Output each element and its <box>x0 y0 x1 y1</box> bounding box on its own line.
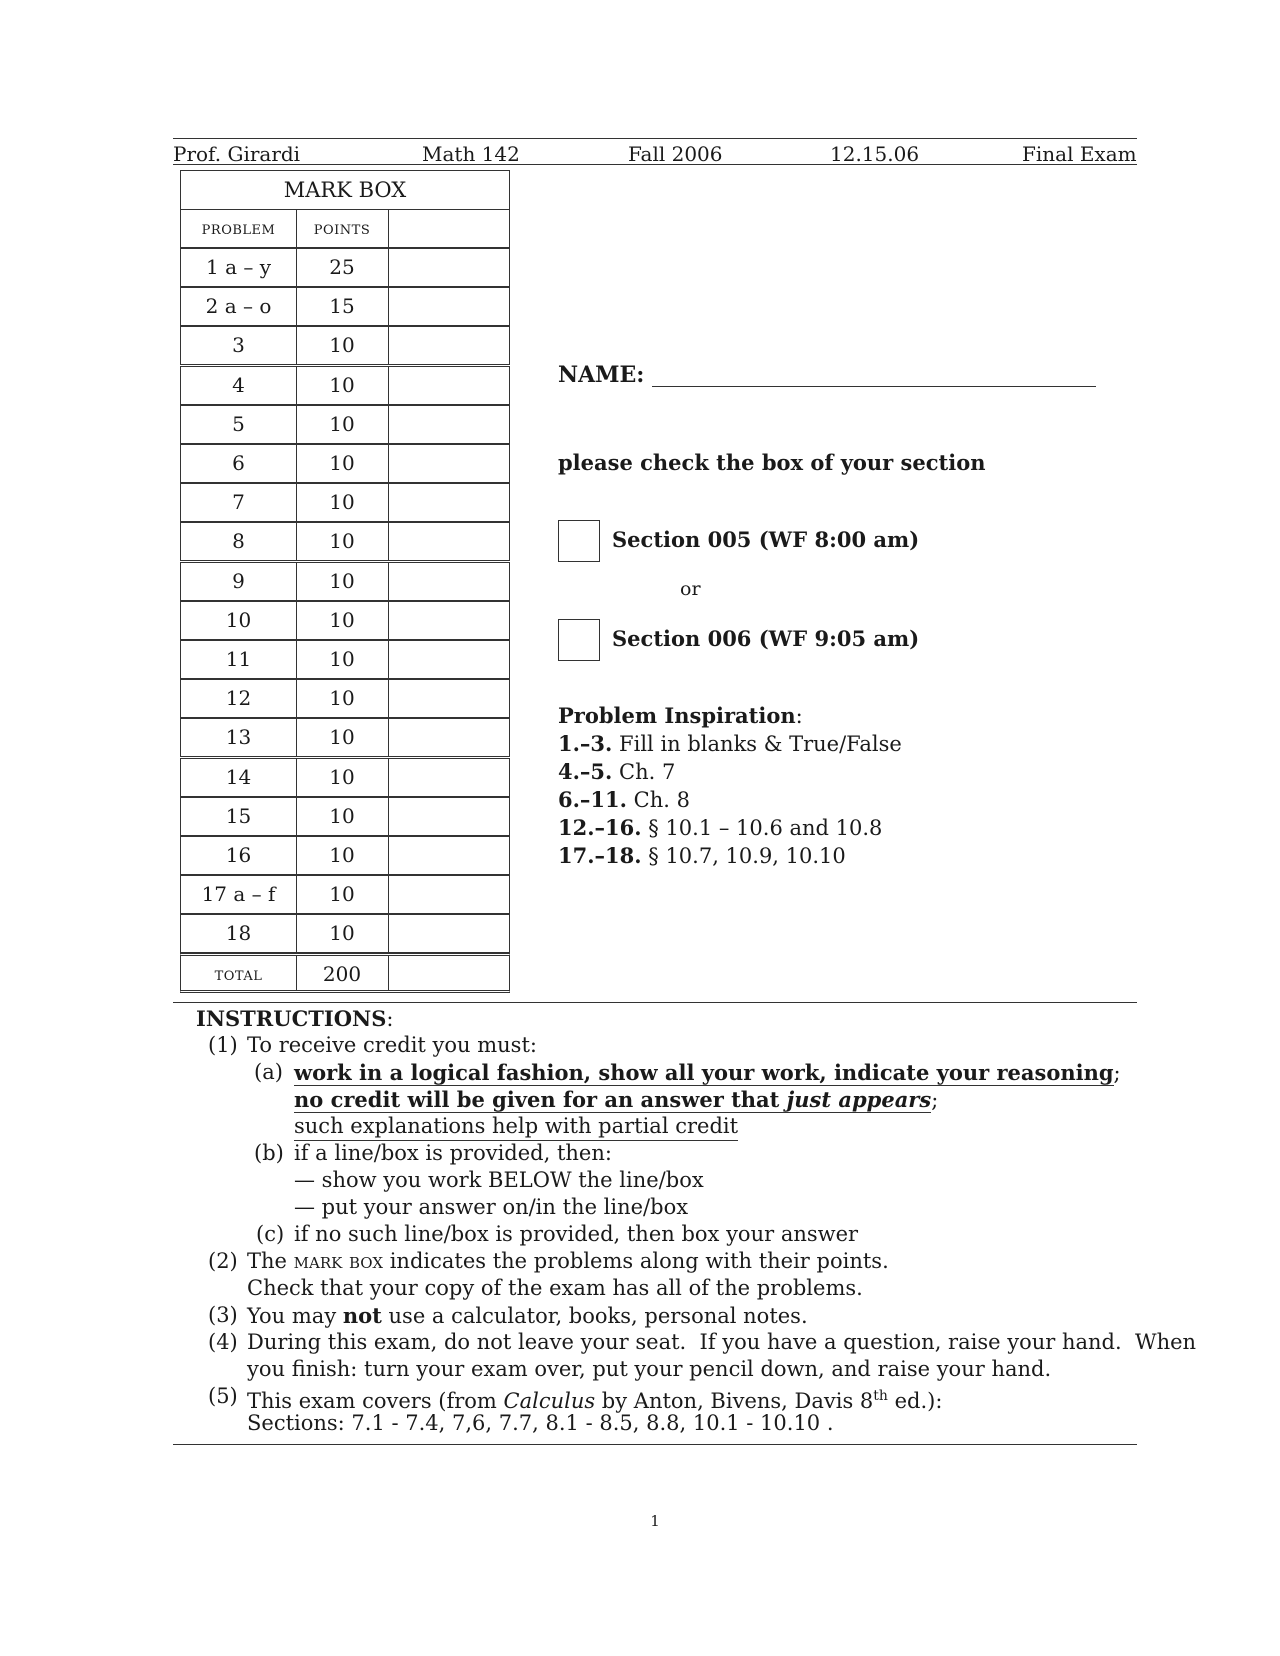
mark-box-problem-cell: 1 a – y <box>181 249 297 286</box>
instr-4-num: (4) <box>208 1330 238 1354</box>
inspiration-item-num: 1.–3. <box>558 731 613 756</box>
section-prompt: please check the box of your section <box>558 450 986 475</box>
mark-box-score-cell[interactable] <box>388 563 508 600</box>
mark-box-points-cell: 10 <box>296 602 389 639</box>
mark-box-total-row <box>180 953 510 993</box>
mark-box-col-score <box>388 210 508 247</box>
header-top-rule <box>173 138 1137 139</box>
mark-box-problem-cell: 6 <box>181 445 297 482</box>
header-course: Math 142 <box>422 142 520 166</box>
header-date: 12.15.06 <box>830 142 920 166</box>
instructions <box>196 1005 1197 1437</box>
mark-box-row <box>180 914 510 953</box>
mark-box-score-cell[interactable] <box>388 915 508 952</box>
inspiration-item-num: 12.–16. <box>558 815 642 840</box>
mark-box-problem-cell: 17 a – f <box>181 876 297 913</box>
mark-box-problem-cell: 14 <box>181 759 297 796</box>
mark-box-problem-cell: 2 a – o <box>181 288 297 325</box>
mark-box-score-cell[interactable] <box>388 641 508 678</box>
instructions-colon: : <box>386 1007 394 1031</box>
instr-2-line2: Check that your copy of the exam has all of the problems. <box>247 1276 863 1300</box>
section-005-label: Section 005 (WF 8:00 am) <box>612 527 920 552</box>
mark-box-problem-cell: 12 <box>181 680 297 717</box>
mark-box-score-cell[interactable] <box>388 759 508 796</box>
problem-inspiration <box>558 702 902 870</box>
section-005-checkbox[interactable] <box>558 520 600 562</box>
inspiration-item-num: 6.–11. <box>558 787 627 812</box>
mark-box-problem-cell: 8 <box>181 523 297 560</box>
mark-box-points-cell: 10 <box>296 876 389 913</box>
mark-box-row <box>180 522 510 561</box>
mark-box-points-cell: 10 <box>296 406 389 443</box>
mark-box-total-score[interactable] <box>388 956 508 990</box>
mark-box-points-cell: 10 <box>296 367 389 404</box>
mark-box-points-cell: 10 <box>296 915 389 952</box>
mark-box-col-problem: problem <box>181 210 297 247</box>
instr-1b-line1: if a line/box is provided, then: <box>294 1141 612 1165</box>
mark-box-score-cell[interactable] <box>388 249 508 286</box>
inspiration-item <box>558 842 902 870</box>
instructions-top-rule <box>173 1002 1137 1003</box>
instr-1a-line2-end: ; <box>931 1088 939 1112</box>
instr-2-pre: The <box>247 1249 294 1273</box>
mark-box-score-cell[interactable] <box>388 523 508 560</box>
name-field-line[interactable] <box>652 386 1096 387</box>
mark-box-points-cell: 10 <box>296 719 389 756</box>
mark-box-row <box>180 601 510 640</box>
instr-1b-num: (b) <box>254 1141 284 1165</box>
mark-box-problem-cell: 4 <box>181 367 297 404</box>
mark-box-row <box>180 758 510 797</box>
header-bottom-rule <box>173 164 1137 165</box>
mark-box-total-label: total <box>181 956 297 990</box>
instr-3-num: (3) <box>208 1303 238 1327</box>
mark-box-points-cell: 10 <box>296 445 389 482</box>
instr-5-calculus: Calculus <box>503 1389 596 1413</box>
header-exam-title: Final Exam <box>1022 142 1137 166</box>
instructions-title: INSTRUCTIONS <box>196 1006 387 1031</box>
inspiration-items <box>558 730 902 870</box>
mark-box-points-cell: 10 <box>296 798 389 835</box>
instr-1-text: To receive credit you must: <box>247 1033 537 1057</box>
instr-4-line1: During this exam, do not leave your seat. If you have a question, raise your hand. When <box>247 1330 1197 1354</box>
mark-box-score-cell[interactable] <box>388 445 508 482</box>
mark-box-row <box>180 444 510 483</box>
mark-box-row <box>180 326 510 365</box>
instr-5-post: ed.): <box>887 1389 943 1413</box>
mark-box-score-cell[interactable] <box>388 798 508 835</box>
mark-box-problem-cell: 16 <box>181 837 297 874</box>
instr-1a-line3: such explanations help with partial credit <box>294 1113 738 1141</box>
inspiration-item <box>558 814 902 842</box>
mark-box-problem-cell: 11 <box>181 641 297 678</box>
mark-box-score-cell[interactable] <box>388 327 508 364</box>
mark-box-score-cell[interactable] <box>388 367 508 404</box>
mark-box-row <box>180 366 510 405</box>
instructions-bottom-rule <box>173 1444 1137 1445</box>
inspiration-item-num: 4.–5. <box>558 759 613 784</box>
inspiration-item <box>558 730 902 758</box>
mark-box-row <box>180 640 510 679</box>
instr-5-mid: by Anton, Bivens, Davis 8 <box>595 1389 874 1413</box>
inspiration-item <box>558 786 902 814</box>
mark-box-points-cell: 10 <box>296 484 389 521</box>
inspiration-item <box>558 758 902 786</box>
mark-box-points-cell: 10 <box>296 837 389 874</box>
mark-box-problem-cell: 3 <box>181 327 297 364</box>
mark-box-points-cell: 10 <box>296 523 389 560</box>
section-or-label: or <box>680 578 701 600</box>
inspiration-item-text: Fill in blanks & True/False <box>619 732 902 756</box>
mark-box-points-cell: 10 <box>296 327 389 364</box>
inspiration-item-text: Ch. 8 <box>633 788 690 812</box>
mark-box-col-points: points <box>296 210 389 247</box>
mark-box-row <box>180 836 510 875</box>
section-006-checkbox[interactable] <box>558 619 600 661</box>
inspiration-item-text: Ch. 7 <box>619 760 676 784</box>
mark-box-score-cell[interactable] <box>388 288 508 325</box>
name-label: NAME: <box>558 362 645 388</box>
mark-box-row <box>180 797 510 836</box>
instr-1b-line2: — show you work BELOW the line/box <box>294 1168 704 1192</box>
mark-box-row <box>180 875 510 914</box>
mark-box-row <box>180 248 510 287</box>
mark-box-score-cell[interactable] <box>388 876 508 913</box>
instr-1c-line1: if no such line/box is provided, then box your answer <box>294 1222 859 1246</box>
mark-box-score-cell[interactable] <box>388 602 508 639</box>
mark-box-problem-cell: 15 <box>181 798 297 835</box>
instr-5-sup: th <box>873 1388 888 1404</box>
instr-1a-num: (a) <box>254 1060 283 1084</box>
inspiration-item-text: § 10.7, 10.9, 10.10 <box>648 844 846 868</box>
instr-1b-line3: — put your answer on/in the line/box <box>294 1195 689 1219</box>
mark-box-score-cell[interactable] <box>388 406 508 443</box>
inspiration-item-num: 17.–18. <box>558 843 642 868</box>
mark-box-problem-cell: 7 <box>181 484 297 521</box>
instr-3-pre: You may <box>247 1304 343 1328</box>
instr-1a-just-appears: just appears <box>786 1087 932 1112</box>
mark-box-problem-cell: 10 <box>181 602 297 639</box>
section-006-label: Section 006 (WF 9:05 am) <box>612 626 920 651</box>
mark-box-row <box>180 679 510 718</box>
mark-box-header-row <box>180 209 510 248</box>
instr-2-post: indicates the problems along with their points. <box>383 1249 889 1273</box>
mark-box-score-cell[interactable] <box>388 680 508 717</box>
mark-box-score-cell[interactable] <box>388 484 508 521</box>
mark-box-score-cell[interactable] <box>388 837 508 874</box>
instr-5-pre: This exam covers (from <box>247 1389 504 1413</box>
mark-box-problem-cell: 9 <box>181 563 297 600</box>
instr-1c-num: (c) <box>256 1222 285 1246</box>
mark-box-problem-cell: 13 <box>181 719 297 756</box>
instr-1-num: (1) <box>208 1033 238 1057</box>
mark-box-score-cell[interactable] <box>388 719 508 756</box>
mark-box-points-cell: 10 <box>296 641 389 678</box>
mark-box-row <box>180 405 510 444</box>
instr-1a-line1-end: ; <box>1113 1061 1121 1085</box>
instr-2-num: (2) <box>208 1249 238 1273</box>
mark-box-row <box>180 718 510 757</box>
instr-2-markbox: mark box <box>293 1249 384 1273</box>
mark-box-points-cell: 10 <box>296 680 389 717</box>
inspiration-colon: : <box>795 704 803 728</box>
instr-1a-line1: work in a logical fashion, show all your work, indicate your reasoning <box>294 1060 1114 1085</box>
inspiration-item-text: § 10.1 – 10.6 and 10.8 <box>648 816 883 840</box>
instr-4-line2: you finish: turn your exam over, put your pencil down, and raise your hand. <box>247 1357 1052 1381</box>
mark-box-points-cell: 10 <box>296 563 389 600</box>
header-term: Fall 2006 <box>628 142 723 166</box>
inspiration-title: Problem Inspiration <box>558 703 796 728</box>
instr-3-not: not <box>342 1303 382 1328</box>
mark-box-points-cell: 15 <box>296 288 389 325</box>
mark-box-problem-cell: 18 <box>181 915 297 952</box>
mark-box-problem-cell: 5 <box>181 406 297 443</box>
page-number: 1 <box>650 1512 660 1530</box>
mark-box-row <box>180 287 510 326</box>
mark-box-points-cell: 25 <box>296 249 389 286</box>
mark-box-total-points: 200 <box>296 956 389 990</box>
mark-box-row <box>180 562 510 601</box>
header-professor: Prof. Girardi <box>173 142 301 166</box>
instr-3-post: use a calculator, books, personal notes. <box>381 1304 808 1328</box>
instr-5-num: (5) <box>208 1384 238 1408</box>
mark-box-points-cell: 10 <box>296 759 389 796</box>
mark-box-title: MARK BOX <box>180 170 510 210</box>
mark-box-row <box>180 483 510 522</box>
instr-5-line2: Sections: 7.1 - 7.4, 7,6, 7.7, 8.1 - 8.5, 8.8, 10.1 - 10.10 . <box>247 1411 834 1435</box>
instr-1a-line2: no credit will be given for an answer that <box>294 1087 787 1112</box>
